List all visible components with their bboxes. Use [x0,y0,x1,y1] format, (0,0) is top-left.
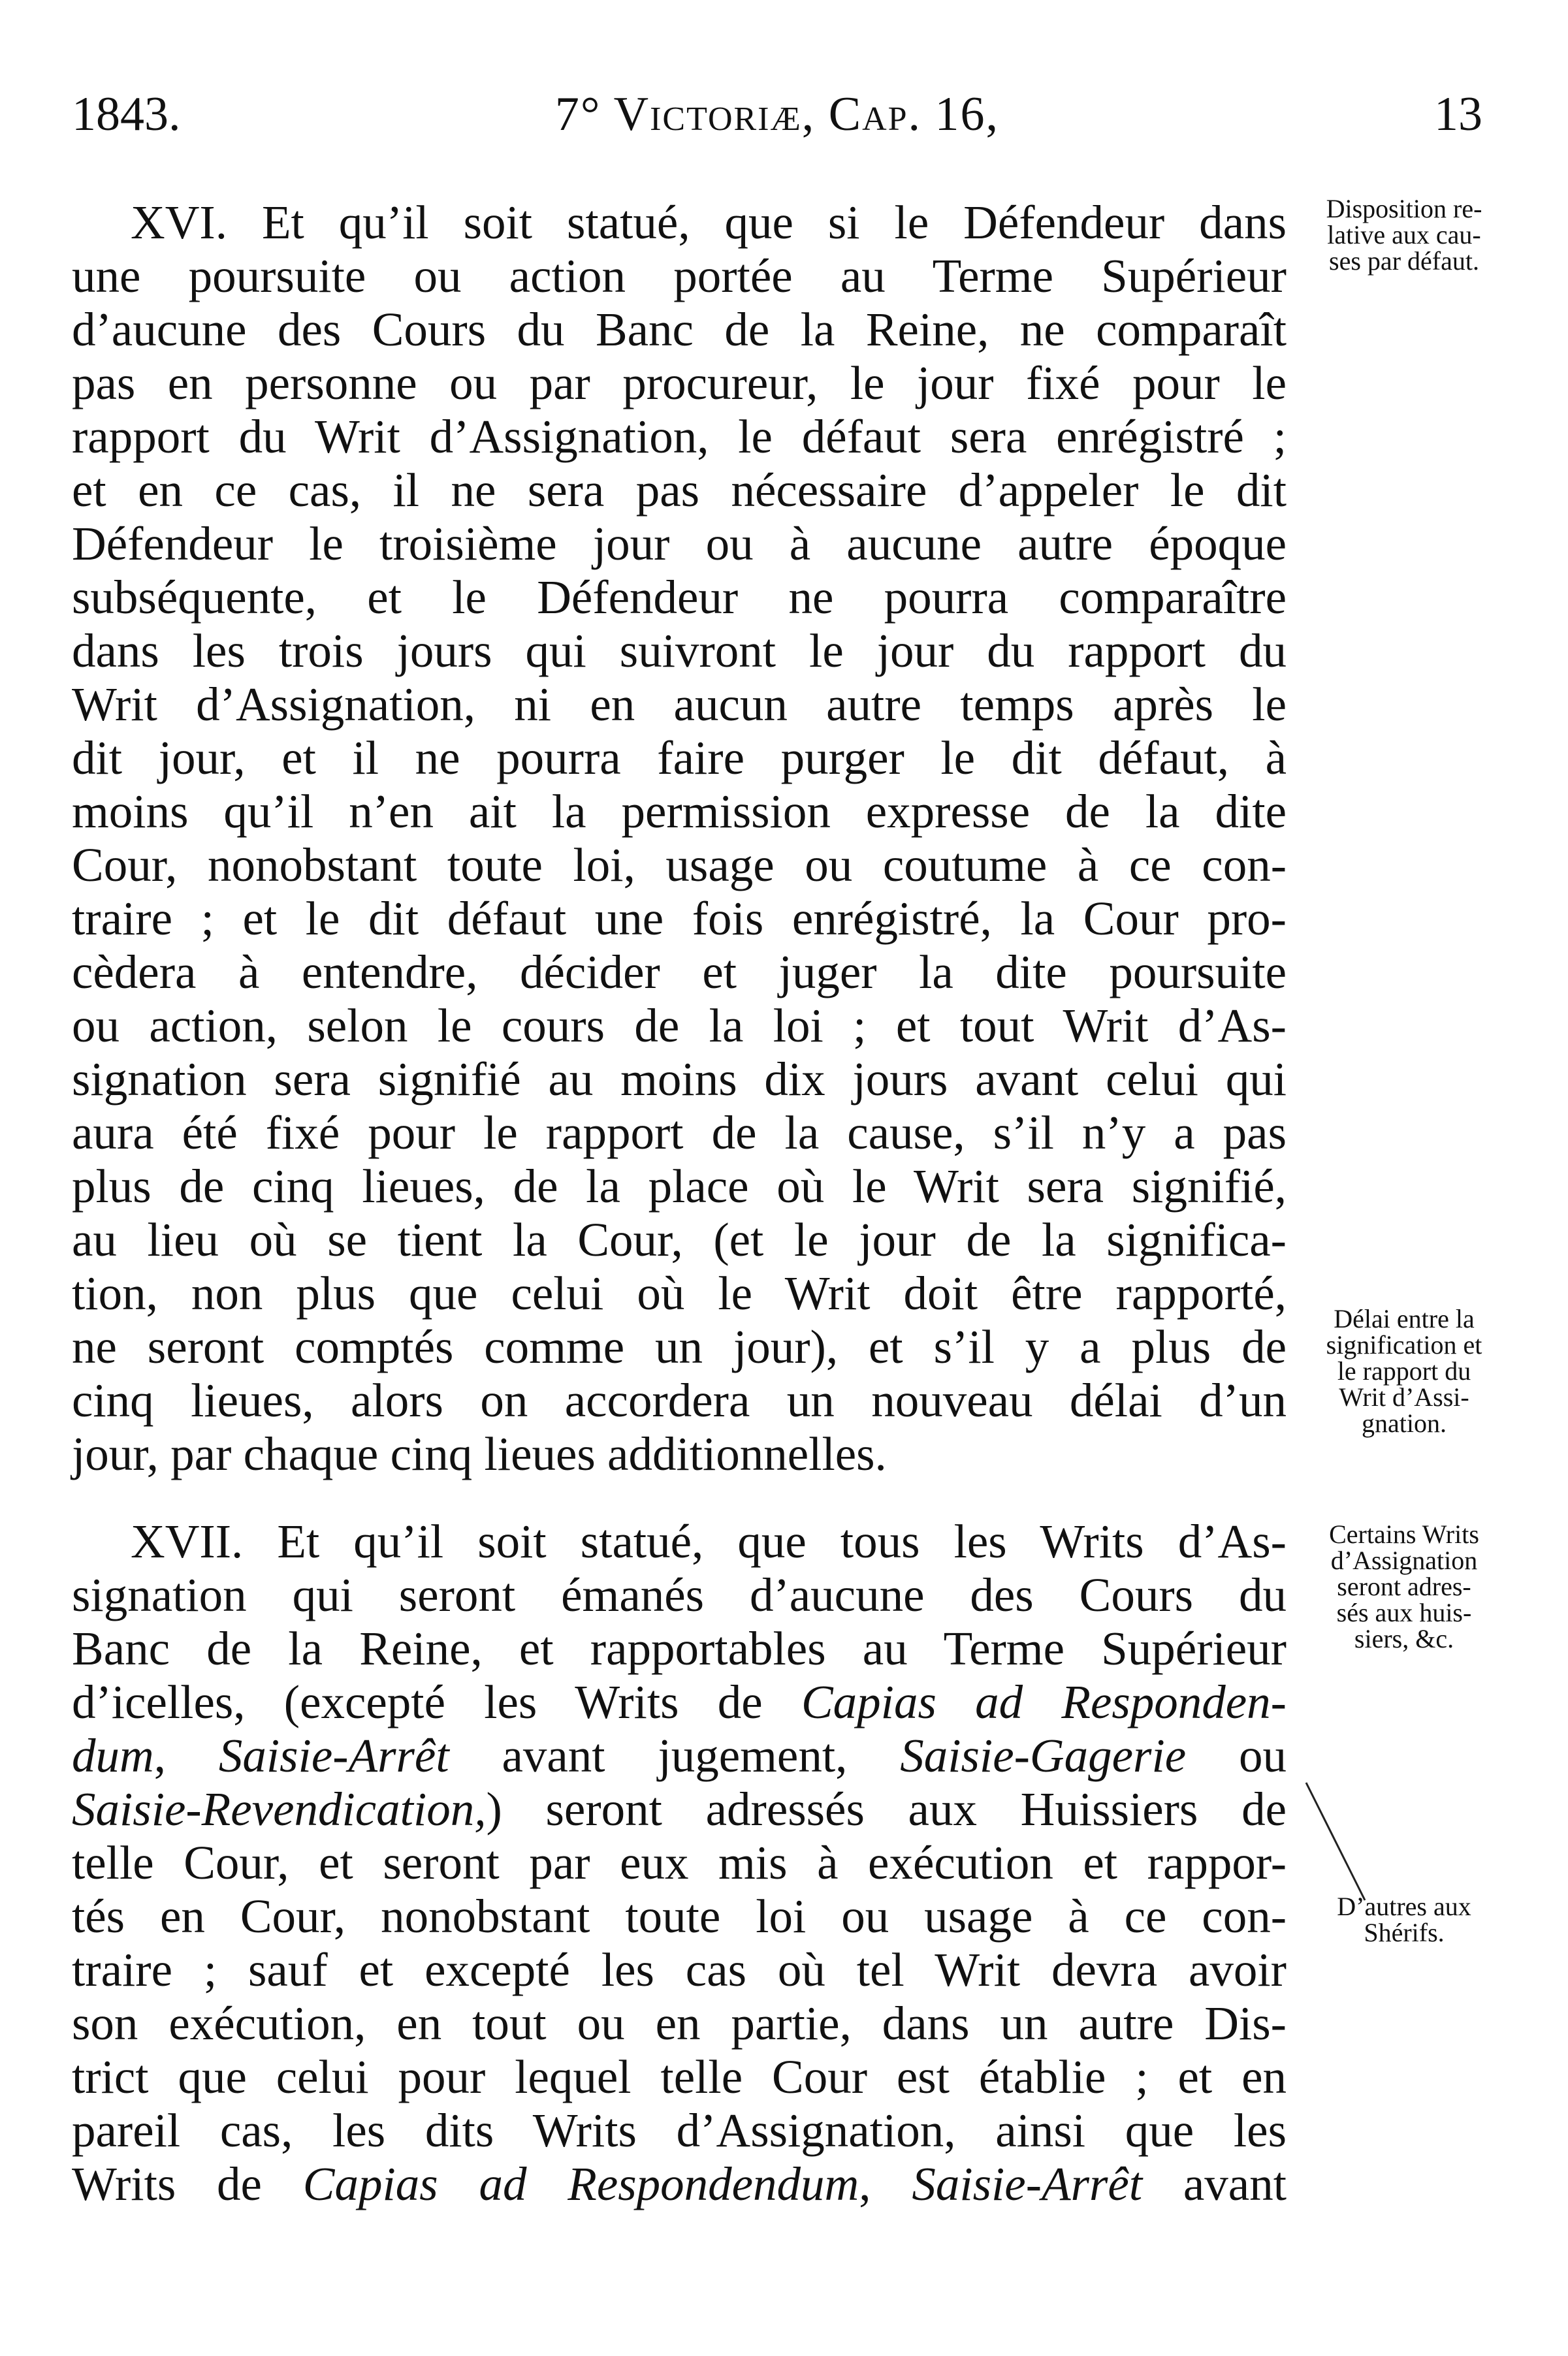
text-run: Writs de [72,2157,303,2210]
paragraph-line: ne seront comptés comme un jour), et s’il y a plus de [72,1320,1287,1373]
text-run: , [153,1729,219,1782]
margin-note-line: d’Assignation [1330,1546,1478,1575]
section-xvii [72,1515,1287,2211]
margin-note-line: seront adres- [1337,1572,1471,1601]
paragraph-line: traire ; sauf et excepté les cas où tel Writ devra avoir [72,1943,1287,1996]
margin-note-writs-to-bailiffs [1296,1521,1512,1652]
paragraph-line: plus de cinq lieues, de la place où le Writ sera signifié, [72,1160,1287,1213]
text-run: , [859,2157,912,2210]
margin-note-line: Certains Writs [1329,1520,1479,1549]
paragraph-line: XVI. Et qu’il soit statué, que si le Défendeur dans [131,196,1287,249]
paragraph-line: dit jour, et il ne pourra faire purger le dit défaut, à [72,731,1287,784]
paragraph-line [72,1729,1287,1783]
paragraph-line: rapport du Writ d’Assignation, le défaut sera enrégistré ; [72,410,1287,463]
text-run: d’icelles, (excepté les Writs de [72,1676,801,1728]
paragraph-line: Cour, nonobstant toute loi, usage ou coutume à ce con- [72,838,1287,891]
paragraph-line: telle Cour, et seront par eux mis à exécution et rappor- [72,1836,1287,1889]
running-header [72,78,1482,150]
paragraph-line: tés en Cour, nonobstant toute loi ou usage à ce con- [72,1890,1287,1943]
margin-note-line: Disposition re- [1326,194,1482,223]
margin-bracket [1293,1776,1378,1907]
paragraph-line: aura été fixé pour le rapport de la cause, s’il n’y a pas [72,1106,1287,1159]
paragraph-line: pareil cas, les dits Writs d’Assignation, ainsi que les [72,2104,1287,2157]
paragraph-line: subséquente, et le Défendeur ne pourra comparaître [72,571,1287,624]
margin-note-line: lative aux cau- [1327,220,1481,249]
text-run: avant [1142,2157,1287,2210]
paragraph-line: dans les trois jours qui suivront le jour du rapport du [72,624,1287,677]
paragraph-line [72,2157,1287,2211]
paragraph-line: cinq lieues, alors on accordera un nouveau délai d’un [72,1374,1287,1427]
text-run: ) seront adressés aux Huissiers de [486,1783,1287,1836]
italic-term: Saisie-Gagerie [900,1729,1187,1782]
margin-note-line: signification et [1326,1330,1482,1360]
margin-note-line: sés aux huis- [1336,1598,1472,1627]
margin-note-line: siers, &c. [1354,1624,1454,1653]
margin-note-default-causes [1296,196,1512,274]
paragraph-line: Writ d’Assignation, ni en aucun autre temps après le [72,678,1287,731]
paragraph-line: trict que celui pour lequel telle Cour est établie ; et en [72,2050,1287,2103]
paragraph-line: une poursuite ou action portée au Terme Supérieur [72,249,1287,302]
paragraph-line [72,1676,1287,1729]
paragraph-line: signation qui seront émanés d’aucune des Cours du [72,1568,1287,1621]
margin-note-line: gnation. [1362,1409,1447,1438]
italic-term: Saisie-Arrêt [218,1729,449,1782]
paragraph-line: ou action, selon le cours de la loi ; et tout Writ d’As- [72,999,1287,1052]
italic-term: Saisie-Arrêt [912,2157,1143,2210]
paragraph-line: au lieu où se tient la Cour, (et le jour de la significa- [72,1213,1287,1266]
italic-term: Capias ad Respondendum [302,2157,859,2210]
paragraph-line: jour, par chaque cinq lieues additionnelles. [72,1427,887,1480]
paragraph-line: moins qu’il n’en ait la permission expresse de la dite [72,785,1287,838]
margin-note-line: ses par défaut. [1329,246,1479,276]
paragraph-line: signation sera signifié au moins dix jours avant celui qui [72,1053,1287,1106]
italic-term: dum [72,1729,154,1782]
paragraph-line: et en ce cas, il ne sera pas nécessaire d’appeler le dit [72,464,1287,517]
paragraph-line: Défendeur le troisième jour ou à aucune autre époque [72,517,1287,570]
margin-note-line: Shérifs. [1364,1918,1445,1947]
text-run: avant jugement, [449,1729,901,1782]
paragraph-line: pas en personne ou par procureur, le jour fixé pour le [72,357,1287,409]
italic-term: Capias ad Responden- [801,1676,1287,1728]
italic-term: Saisie-Revendication, [72,1783,487,1836]
text-run: ou [1186,1729,1287,1782]
paragraph-line: son exécution, en tout ou en partie, dans un autre Dis- [72,1997,1287,2050]
paragraph-line: d’aucune des Cours du Banc de la Reine, ne comparaît [72,303,1287,356]
margin-note-line: Writ d’Assi- [1339,1382,1469,1412]
margin-note-delay [1296,1306,1512,1437]
margin-note-line: le rapport du [1337,1356,1471,1386]
header-title: 7° Victoriæ, Cap. 16, [554,88,1000,141]
paragraph-line: Banc de la Reine, et rapportables au Terme Supérieur [72,1622,1287,1675]
section-xvi [72,196,1287,1481]
paragraph-line: tion, non plus que celui où le Writ doit être rapporté, [72,1267,1287,1320]
paragraph-line: cèdera à entendre, décider et juger la dite poursuite [72,946,1287,998]
page-number: 13 [1434,88,1482,141]
margin-note-line: Délai entre la [1334,1304,1475,1333]
paragraph-line: XVII. Et qu’il soit statué, que tous les Writs d’As- [131,1515,1287,1568]
paragraph-line [72,1783,1287,1836]
margin-note-sheriffs [1296,1894,1512,1946]
header-year: 1843. [72,88,181,141]
paragraph-line: traire ; et le dit défaut une fois enrégistré, la Cour pro- [72,892,1287,945]
margin-note-line: D’autres aux [1337,1892,1471,1921]
